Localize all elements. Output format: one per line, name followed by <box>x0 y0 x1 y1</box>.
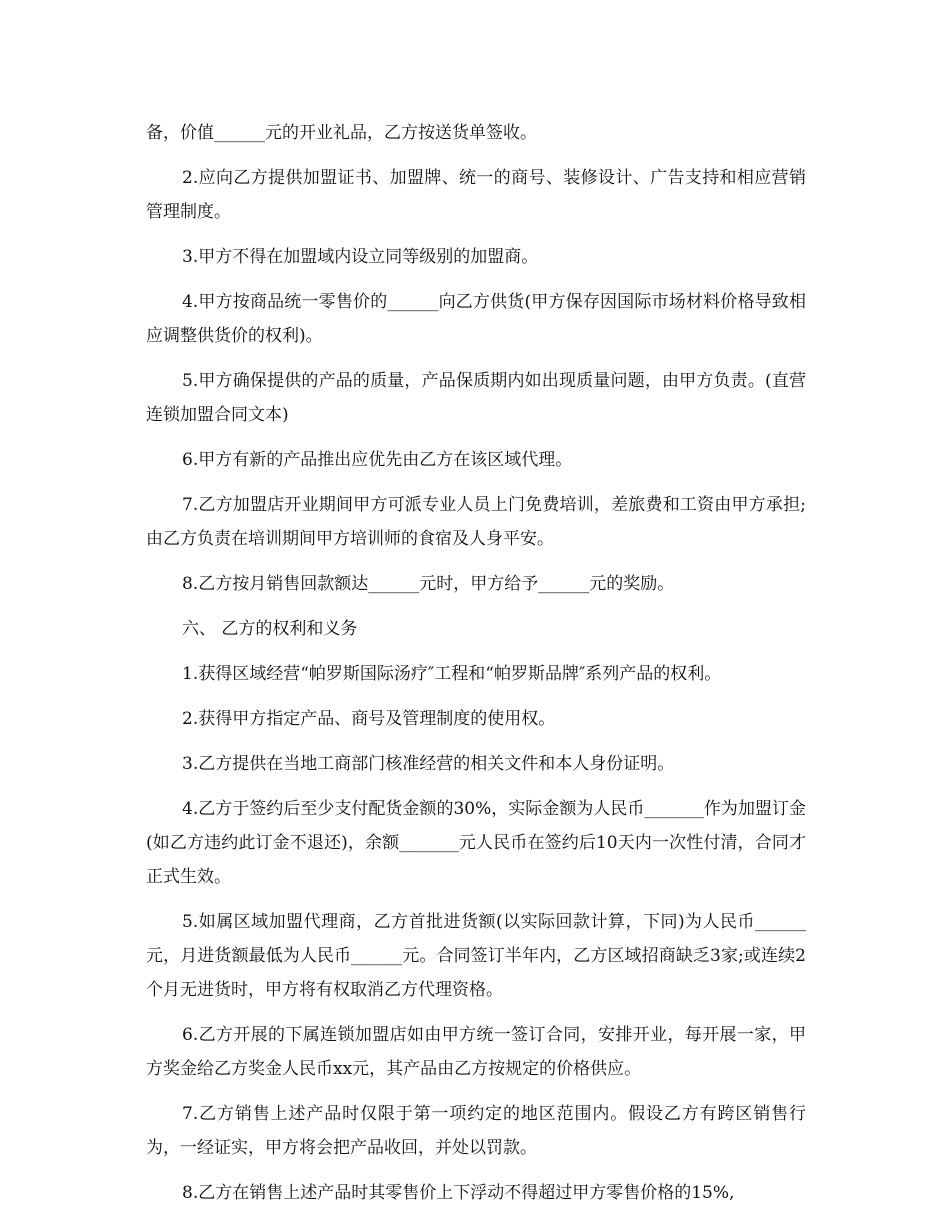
paragraph-party-b-1: 1.获得区域经营“帕罗斯国际汤疗″工程和“帕罗斯品牌″系列产品的权利。 <box>182 664 722 684</box>
paragraph-party-b-5: 5.如属区域加盟代理商，乙方首批进货额(以实际回款计算，下同)为人民币______元，月进货额最低为人民币______元。合同签订半年内，乙方区域招商缺乏3家;或连续2个月无进货时，甲方将有权取消乙方代理资格。 <box>146 912 806 1000</box>
paragraph-item-4: 4.甲方按商品统一零售价的______向乙方供货(甲方保存因国际市场材料价格导致相应调整供货价的权利)。 <box>146 292 806 346</box>
document-body <box>146 116 806 1221</box>
paragraph-party-b-2: 2.获得甲方指定产品、商号及管理制度的使用权。 <box>182 709 556 729</box>
paragraph-item-2: 2.应向乙方提供加盟证书、加盟牌、统一的商号、装修设计、广告支持和相应营销管理制度。 <box>146 168 806 222</box>
section-heading-six: 六、 乙方的权利和义务 <box>182 619 358 639</box>
paragraph-party-b-6: 6.乙方开展的下属连锁加盟店如由甲方统一签订合同，安排开业，每开展一家，甲方奖金给乙方奖金人民币xx元，其产品由乙方按规定的价格供应。 <box>146 1025 806 1079</box>
paragraph-item-5: 5.甲方确保提供的产品的质量，产品保质期内如出现质量问题，由甲方负责。(直营连锁加盟合同文本) <box>146 371 806 425</box>
paragraph-party-b-8: 8.乙方在销售上述产品时其零售价上下浮动不得超过甲方零售价格的15%, <box>182 1183 735 1203</box>
paragraph-item-3: 3.甲方不得在加盟域内设立同等级别的加盟商。 <box>182 247 539 267</box>
paragraph-party-b-4: 4.乙方于签约后至少支付配货金额的30%，实际金额为人民币_______作为加盟订金(如乙方违约此订金不退还)，余额_______元人民币在签约后10天内一次性付清，合同才正式生效。 <box>146 799 806 887</box>
paragraph-party-b-3: 3.乙方提供在当地工商部门核准经营的相关文件和本人身份证明。 <box>182 754 675 774</box>
paragraph-item-7: 7.乙方加盟店开业期间甲方可派专业人员上门免费培训，差旅费和工资由甲方承担;由乙方负责在培训期间甲方培训师的食宿及人身平安。 <box>146 495 806 549</box>
paragraph-continuation: 备，价值______元的开业礼品，乙方按送货单签收。 <box>146 123 537 143</box>
paragraph-party-b-7: 7.乙方销售上述产品时仅限于第一项约定的地区范围内。假设乙方有跨区销售行为，一经证实，甲方将会把产品收回，并处以罚款。 <box>146 1104 806 1158</box>
paragraph-item-6: 6.甲方有新的产品推出应优先由乙方在该区域代理。 <box>182 450 573 470</box>
paragraph-item-8: 8.乙方按月销售回款额达______元时，甲方给予______元的奖励。 <box>182 574 675 594</box>
